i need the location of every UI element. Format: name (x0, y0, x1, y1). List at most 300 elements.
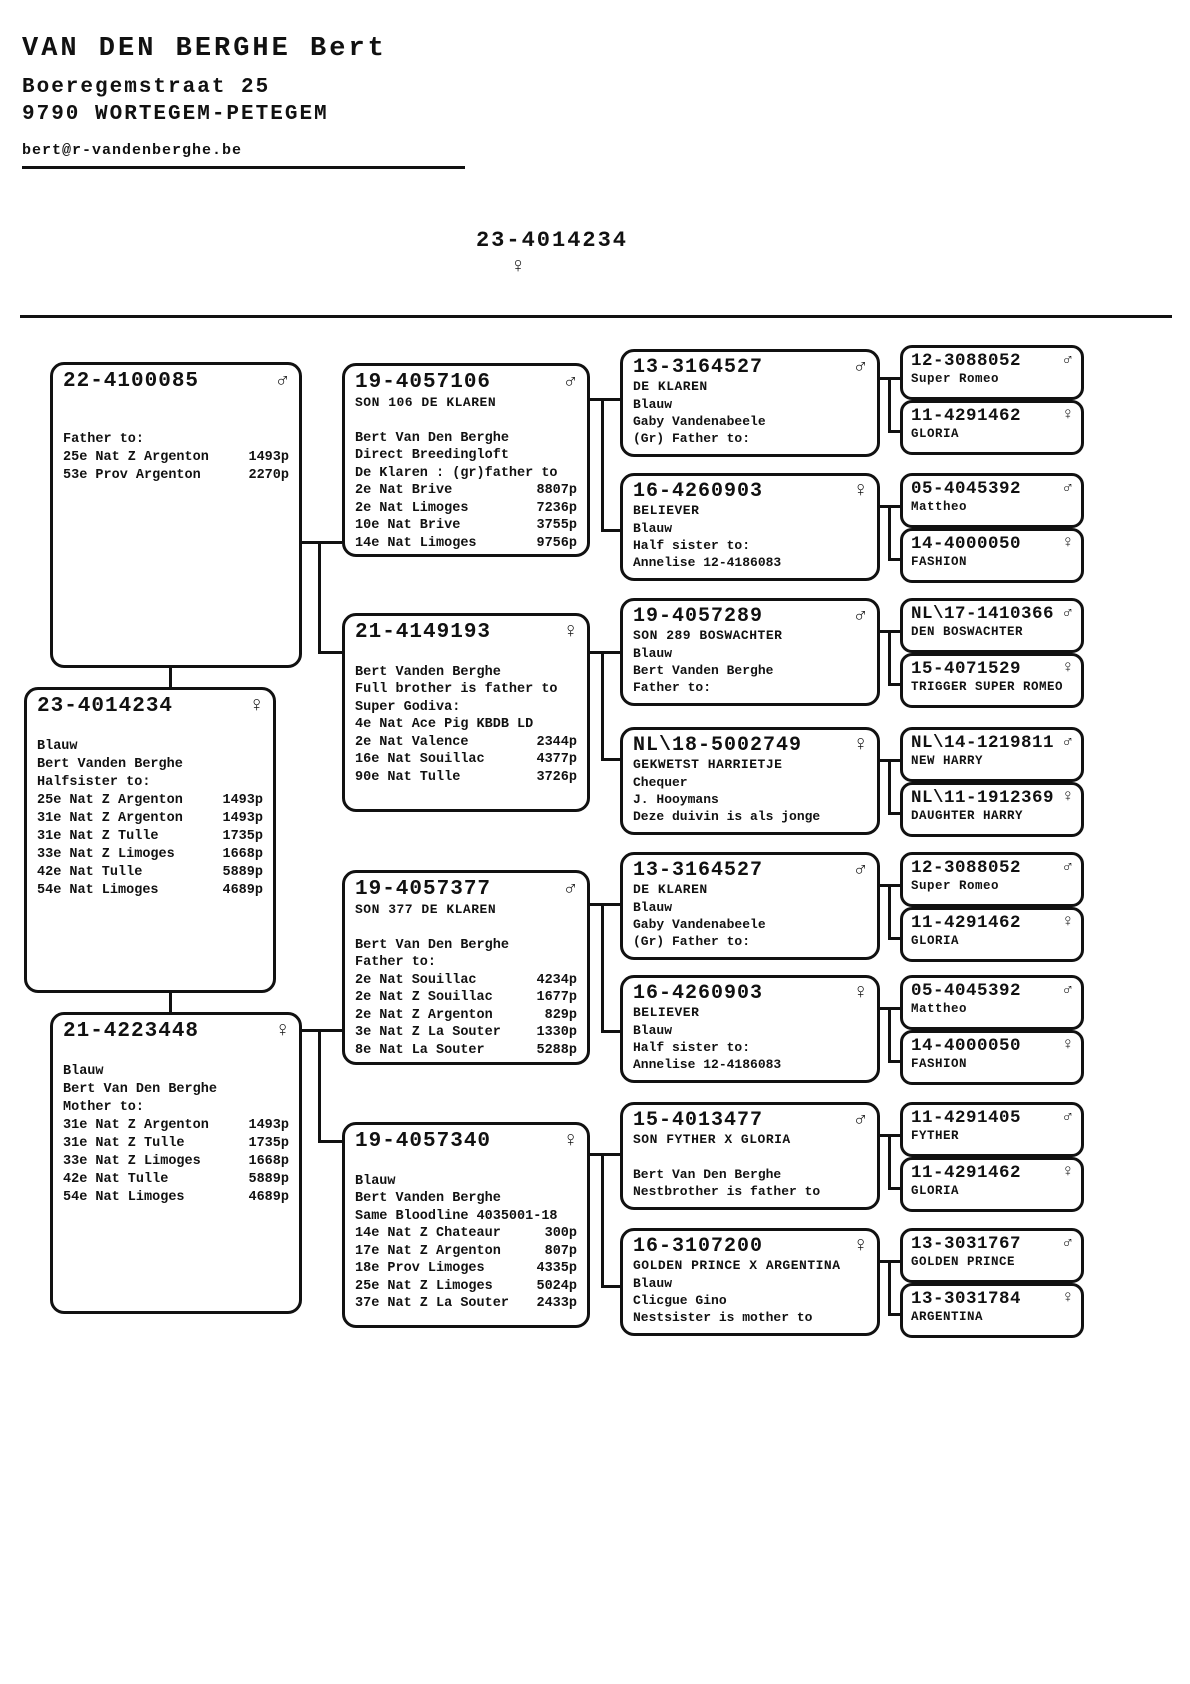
box-lines (355, 646, 577, 786)
box-line (355, 1225, 577, 1243)
pedigree-box-13-3164527-2 (620, 852, 880, 960)
pigeon-name: TRIGGER SUPER ROMEO (911, 680, 1064, 695)
race-result: 807p (544, 1243, 577, 1259)
box-lines (355, 412, 577, 552)
box-line: Gaby Vandenabeele (633, 414, 766, 429)
female-icon: ♀ (250, 695, 263, 718)
female-icon: ♀ (1062, 534, 1073, 553)
box-line: Bert Van Den Berghe (355, 937, 509, 953)
race-label: 31e Nat Z Tulle (63, 1136, 185, 1152)
race-label: 90e Nat Tulle (355, 769, 461, 785)
race-result: 1493p (222, 793, 263, 809)
connector-line (590, 651, 620, 654)
box-header (911, 1234, 1073, 1254)
pigeon-name: GOLDEN PRINCE (911, 1255, 1016, 1270)
box-line: Direct Breedingloft (355, 448, 509, 464)
box-line (63, 1153, 289, 1171)
ring-number: 21-4149193 (355, 621, 492, 644)
male-icon: ♂ (564, 371, 577, 394)
box-header (911, 788, 1073, 808)
box-line: Blauw (37, 739, 78, 755)
race-label: 54e Nat Limoges (37, 883, 159, 899)
pedigree-box-23-4014234 (24, 687, 276, 993)
connector-line (590, 1153, 620, 1156)
female-icon: ♀ (511, 256, 525, 279)
box-line: Bert Vanden Berghe (355, 1191, 501, 1207)
pigeon-name: SON 377 DE KLAREN (355, 902, 497, 918)
box-line (63, 1117, 289, 1135)
race-label: 16e Nat Souillac (355, 752, 485, 768)
box-line (355, 500, 577, 518)
race-label: 8e Nat La Souter (355, 1042, 485, 1058)
box-header (633, 1235, 867, 1258)
male-icon: ♂ (276, 370, 289, 393)
connector-line (302, 1029, 342, 1032)
box-line: Full brother is father to (355, 682, 558, 698)
pedigree-box-11-4291462-2 (900, 907, 1084, 962)
box-line: Deze duivin is als jonge (633, 809, 821, 824)
pigeon-name: DE KLAREN (633, 882, 708, 897)
ring-number: 12-3088052 (911, 351, 1022, 371)
pigeon-name: FASHION (911, 555, 968, 570)
race-result: 5889p (248, 1172, 289, 1188)
race-label: 53e Prov Argenton (63, 468, 201, 484)
box-line: Nestsister is mother to (633, 1310, 813, 1325)
connector-line (318, 1029, 321, 1143)
race-result: 7236p (536, 500, 577, 516)
pedigree-box-14-4000050 (900, 528, 1084, 583)
race-label: 10e Nat Brive (355, 518, 461, 534)
race-label: 2e Nat Valence (355, 734, 469, 750)
race-label: 18e Prov Limoges (355, 1261, 485, 1277)
pigeon-name: GOLDEN PRINCE X ARGENTINA (633, 1258, 841, 1273)
connector-line (601, 651, 604, 761)
connector-line (888, 1060, 900, 1063)
race-label: 2e Nat Souillac (355, 972, 477, 988)
connector-line (601, 1153, 604, 1288)
race-label: 25e Nat Z Limoges (355, 1278, 493, 1294)
connector-line (888, 630, 891, 686)
pigeon-name: SON 289 BOSWACHTER (633, 628, 783, 643)
connector-line (888, 558, 900, 561)
race-label: 2e Nat Z Souillac (355, 990, 493, 1006)
box-line: Blauw (633, 900, 673, 915)
box-lines (63, 1045, 289, 1207)
box-header (63, 1020, 289, 1044)
box-line: Clicgue Gino (633, 1293, 727, 1308)
owner-street: Boeregemstraat 25 (22, 76, 271, 99)
ring-number: 13-3031784 (911, 1289, 1022, 1309)
pedigree-box-NL11-1912369 (900, 782, 1084, 837)
male-icon: ♂ (1062, 733, 1073, 752)
race-result: 9756p (536, 535, 577, 551)
race-result: 8807p (536, 483, 577, 499)
box-line: Nestbrother is father to (633, 1184, 821, 1199)
pigeon-name: SON 106 DE KLAREN (355, 395, 497, 411)
female-icon: ♀ (854, 1235, 867, 1258)
ring-number: 16-3107200 (633, 1235, 764, 1258)
connector-line (888, 812, 900, 815)
pedigree-box-11-4291462 (900, 400, 1084, 455)
female-icon: ♀ (1062, 1163, 1073, 1182)
box-line (355, 646, 577, 664)
pedigree-box-05-4045392 (900, 473, 1084, 528)
box-header (633, 1109, 867, 1132)
connector-line (601, 1285, 620, 1288)
box-line: Bert Van Den Berghe (633, 1167, 782, 1182)
box-line: Annelise 12-4186083 (633, 555, 782, 570)
box-line: (Gr) Father to: (633, 431, 751, 446)
box-line: Halfsister to: (37, 775, 151, 791)
box-header (911, 659, 1073, 679)
pigeon-name: Super Romeo (911, 879, 1000, 894)
box-line (37, 864, 263, 882)
ring-number: NL\17-1410366 (911, 604, 1055, 624)
box-line (355, 919, 577, 937)
connector-line (888, 937, 900, 940)
ring-number: 19-4057106 (355, 371, 492, 394)
box-lines (633, 774, 867, 825)
connector-line (590, 398, 620, 401)
box-line: Bert Van Den Berghe (63, 1082, 217, 1098)
box-line (355, 1278, 577, 1296)
ring-number: 23-4014234 (37, 695, 174, 718)
box-line: Bert Vanden Berghe (355, 664, 501, 680)
connector-line (888, 1007, 891, 1063)
box-lines (633, 1149, 867, 1200)
pedigree-box-13-3031784 (900, 1283, 1084, 1338)
connector-line (888, 1187, 900, 1190)
race-result: 300p (544, 1226, 577, 1242)
box-line (63, 467, 289, 485)
pedigree-box-21-4149193 (342, 613, 590, 812)
box-header (633, 356, 867, 379)
race-label: 31e Nat Z Argenton (63, 1118, 209, 1134)
box-line (37, 828, 263, 846)
box-line: De Klaren : (gr)father to (355, 465, 558, 481)
race-label: 31e Nat Z Tulle (37, 829, 159, 845)
race-label: 25e Nat Z Argenton (63, 450, 209, 466)
owner-name: VAN DEN BERGHE Bert (22, 34, 387, 64)
female-icon: ♀ (1062, 913, 1073, 932)
pigeon-name: Mattheo (911, 500, 968, 515)
subject-ring-title: 23-4014234 (475, 228, 629, 253)
box-header (911, 1289, 1073, 1309)
female-icon: ♀ (1062, 1289, 1073, 1308)
pigeon-name: Mattheo (911, 1002, 968, 1017)
divider-line (20, 315, 1172, 318)
race-result: 1735p (222, 829, 263, 845)
box-line: Gaby Vandenabeele (633, 917, 766, 932)
ring-number: 11-4291462 (911, 1163, 1022, 1183)
ring-number: NL\11-1912369 (911, 788, 1055, 808)
box-line (355, 1243, 577, 1261)
race-label: 33e Nat Z Limoges (63, 1154, 201, 1170)
male-icon: ♂ (1062, 858, 1073, 877)
connector-line (302, 541, 342, 544)
race-label: 31e Nat Z Argenton (37, 811, 183, 827)
pigeon-name: DE KLAREN (633, 379, 708, 394)
connector-line (601, 529, 620, 532)
box-line (355, 751, 577, 769)
race-result: 1493p (248, 450, 289, 466)
box-line (63, 1045, 289, 1063)
box-line (355, 535, 577, 553)
pedigree-box-NL17-1410366 (900, 598, 1084, 653)
connector-line (318, 541, 321, 654)
box-header (355, 371, 577, 395)
box-line: Bert Van Den Berghe (355, 430, 509, 446)
box-header (911, 1108, 1073, 1128)
pigeon-name: GEKWETST HARRIETJE (633, 757, 783, 772)
race-result: 1677p (536, 990, 577, 1006)
race-result: 829p (544, 1007, 577, 1023)
female-icon: ♀ (854, 480, 867, 503)
race-result: 2433p (536, 1296, 577, 1312)
ring-number: 11-4291462 (911, 913, 1022, 933)
race-result: 3755p (536, 518, 577, 534)
box-line: Blauw (355, 1173, 396, 1189)
race-label: 37e Nat Z La Souter (355, 1296, 509, 1312)
race-result: 1668p (248, 1154, 289, 1170)
pigeon-name: Super Romeo (911, 372, 1000, 387)
race-result: 4234p (536, 972, 577, 988)
connector-line (601, 758, 620, 761)
pedigree-box-11-4291462-3 (900, 1157, 1084, 1212)
race-result: 3726p (536, 769, 577, 785)
ring-number: 16-4260903 (633, 982, 764, 1005)
box-line: Father to: (355, 955, 437, 971)
ring-number: 15-4013477 (633, 1109, 764, 1132)
female-icon: ♀ (854, 734, 867, 757)
race-label: 14e Nat Z Chateaur (355, 1226, 501, 1242)
pedigree-box-19-4057377 (342, 870, 590, 1065)
ring-number: 14-4000050 (911, 534, 1022, 554)
pigeon-name: SON FYTHER X GLORIA (633, 1132, 791, 1147)
box-header (911, 1036, 1073, 1056)
box-line (63, 413, 289, 431)
box-header (911, 351, 1073, 371)
pedigree-box-14-4000050-2 (900, 1030, 1084, 1085)
ring-number: 11-4291462 (911, 406, 1022, 426)
box-header (355, 621, 577, 645)
female-icon: ♀ (1062, 788, 1073, 807)
race-result: 1493p (222, 811, 263, 827)
male-icon: ♂ (1062, 351, 1073, 370)
pedigree-box-19-4057106 (342, 363, 590, 557)
box-line: Chequer (633, 775, 688, 790)
race-result: 5024p (536, 1278, 577, 1294)
ring-number: 14-4000050 (911, 1036, 1022, 1056)
ring-number: 19-4057377 (355, 878, 492, 901)
box-header (633, 480, 867, 503)
pigeon-name: DAUGHTER HARRY (911, 809, 1024, 824)
connector-line (888, 884, 891, 940)
box-line (355, 734, 577, 752)
race-result: 4335p (536, 1261, 577, 1277)
box-line: Same Bloodline 4035001-18 (355, 1208, 558, 1224)
connector-line (601, 903, 604, 1033)
box-line (63, 395, 289, 413)
male-icon: ♂ (854, 1109, 867, 1132)
pedigree-box-16-4260903 (620, 473, 880, 581)
race-result: 1330p (536, 1025, 577, 1041)
box-line: Blauw (63, 1064, 104, 1080)
box-line: Mother to: (63, 1100, 145, 1116)
box-lines (633, 1022, 867, 1073)
pigeon-name: ARGENTINA (911, 1310, 984, 1325)
ring-number: 05-4045392 (911, 981, 1022, 1001)
pigeon-name: GLORIA (911, 427, 960, 442)
male-icon: ♂ (564, 878, 577, 901)
race-result: 5288p (536, 1042, 577, 1058)
ring-number: 19-4057340 (355, 1130, 492, 1153)
female-icon: ♀ (276, 1020, 289, 1043)
box-line (355, 1042, 577, 1060)
box-header (355, 878, 577, 902)
pedigree-box-16-3107200 (620, 1228, 880, 1336)
box-line (355, 989, 577, 1007)
pigeon-name: FASHION (911, 1057, 968, 1072)
pedigree-box-19-4057289 (620, 598, 880, 706)
box-line: Father to: (633, 680, 712, 695)
box-line (63, 1171, 289, 1189)
pedigree-box-NL14-1219811 (900, 727, 1084, 782)
connector-line (601, 398, 604, 532)
box-lines (355, 919, 577, 1059)
male-icon: ♂ (1062, 1234, 1073, 1253)
pigeon-name: DEN BOSWACHTER (911, 625, 1024, 640)
box-line: Blauw (633, 646, 673, 661)
box-line (355, 1007, 577, 1025)
box-lines (633, 1275, 867, 1326)
race-label: 2e Nat Z Argenton (355, 1007, 493, 1023)
race-result: 2270p (248, 468, 289, 484)
race-result: 4377p (536, 752, 577, 768)
box-header (911, 733, 1073, 753)
box-lines (633, 899, 867, 950)
box-header (911, 604, 1073, 624)
pigeon-name: BELIEVER (633, 503, 700, 518)
race-result: 1493p (248, 1118, 289, 1134)
ring-number: 11-4291405 (911, 1108, 1022, 1128)
male-icon: ♂ (1062, 604, 1073, 623)
box-line: Bert Vanden Berghe (633, 663, 774, 678)
box-line (633, 1149, 867, 1166)
box-line: 4e Nat Ace Pig KBDB LD (355, 717, 534, 733)
race-label: 2e Nat Brive (355, 483, 453, 499)
ring-number: NL\14-1219811 (911, 733, 1055, 753)
box-lines (355, 1155, 577, 1313)
box-line: (Gr) Father to: (633, 934, 751, 949)
male-icon: ♂ (1062, 981, 1073, 1000)
box-lines (633, 396, 867, 447)
pedigree-box-12-3088052 (900, 345, 1084, 400)
pedigree-box-22-4100085 (50, 362, 302, 668)
ring-number: 15-4071529 (911, 659, 1022, 679)
ring-number: 13-3031767 (911, 1234, 1022, 1254)
race-result: 1668p (222, 847, 263, 863)
box-header (633, 982, 867, 1005)
pigeon-name: GLORIA (911, 1184, 960, 1199)
box-line (37, 810, 263, 828)
race-result: 2344p (536, 734, 577, 750)
box-line (355, 1295, 577, 1313)
race-label: 17e Nat Z Argenton (355, 1243, 501, 1259)
race-result: 4689p (248, 1190, 289, 1206)
female-icon: ♀ (1062, 659, 1073, 678)
pedigree-box-21-4223448 (50, 1012, 302, 1314)
ring-number: 21-4223448 (63, 1020, 200, 1043)
box-header (63, 370, 289, 394)
race-result: 4689p (222, 883, 263, 899)
box-line (355, 1260, 577, 1278)
pedigree-box-15-4071529 (900, 653, 1084, 708)
ring-number: 05-4045392 (911, 479, 1022, 499)
pedigree-box-19-4057340 (342, 1122, 590, 1328)
box-header (633, 605, 867, 628)
connector-line (169, 668, 172, 687)
pedigree-box-05-4045392-2 (900, 975, 1084, 1030)
race-label: 33e Nat Z Limoges (37, 847, 175, 863)
box-header (633, 859, 867, 882)
race-label: 42e Nat Tulle (63, 1172, 169, 1188)
box-header (911, 479, 1073, 499)
box-line: Blauw (633, 1023, 673, 1038)
pigeon-name: NEW HARRY (911, 754, 984, 769)
box-header (911, 858, 1073, 878)
owner-email: bert@r-vandenberghe.be (22, 142, 465, 169)
box-line (37, 792, 263, 810)
pedigree-box-11-4291405 (900, 1102, 1084, 1157)
box-line: Blauw (633, 1276, 673, 1291)
box-line (63, 1189, 289, 1207)
race-label: 3e Nat Z La Souter (355, 1025, 501, 1041)
pedigree-box-16-4260903-2 (620, 975, 880, 1083)
box-line (37, 846, 263, 864)
race-label: 14e Nat Limoges (355, 535, 477, 551)
box-line: Super Godiva: (355, 699, 461, 715)
male-icon: ♂ (854, 356, 867, 379)
box-header (911, 913, 1073, 933)
male-icon: ♂ (1062, 1108, 1073, 1127)
box-line (355, 1024, 577, 1042)
box-header (911, 1163, 1073, 1183)
box-lines (63, 395, 289, 485)
box-line (355, 517, 577, 535)
box-line: Blauw (633, 521, 673, 536)
box-header (911, 406, 1073, 426)
connector-line (888, 1260, 891, 1316)
female-icon: ♀ (854, 982, 867, 1005)
pigeon-name: FYTHER (911, 1129, 960, 1144)
ring-number: 16-4260903 (633, 480, 764, 503)
box-header (911, 534, 1073, 554)
box-lines (633, 645, 867, 696)
ring-number: 13-3164527 (633, 356, 764, 379)
male-icon: ♂ (854, 605, 867, 628)
pigeon-name: GLORIA (911, 934, 960, 949)
box-header (911, 981, 1073, 1001)
box-line (63, 449, 289, 467)
owner-city: 9790 WORTEGEM-PETEGEM (22, 103, 329, 126)
pedigree-box-NL18-5002749 (620, 727, 880, 835)
connector-line (888, 759, 891, 815)
female-icon: ♀ (1062, 406, 1073, 425)
box-line: Blauw (633, 397, 673, 412)
box-line (355, 972, 577, 990)
box-line: J. Hooymans (633, 792, 719, 807)
